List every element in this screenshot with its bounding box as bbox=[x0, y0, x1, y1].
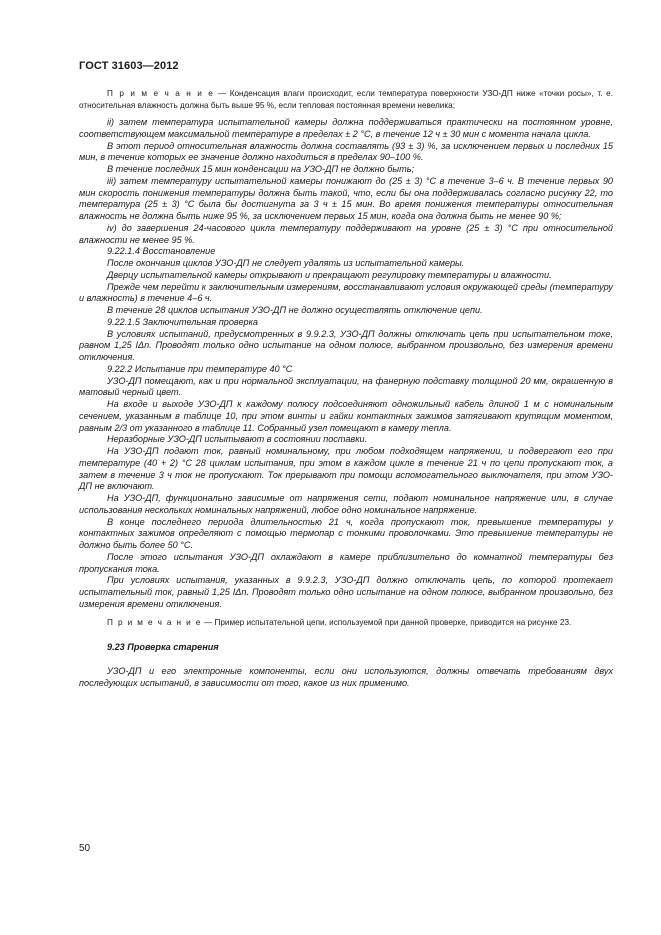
paragraph-iv: iv) до завершения 24-часового цикла температуру поддерживают на уровне (25 ± 3) °С при относительной влажности не менее 95 %. bbox=[79, 222, 613, 245]
paragraph-recovery-1: После окончания циклов УЗО-ДП не следует удалять из испытательной камеры. bbox=[107, 258, 465, 268]
paragraph-aging: УЗО-ДП и его электронные компоненты, если они используются, должны отвечать требованиям двух последующих испытаний, в зависимости от того, какое из них применимо. bbox=[79, 665, 613, 688]
note-paragraph-2 bbox=[79, 617, 613, 629]
page-number: 50 bbox=[79, 843, 91, 854]
subsection-heading-recovery: 9.22.1.4 Восстановление bbox=[107, 246, 216, 257]
note-text-2: — Пример испытательной цепи, используемой при данной проверке, приводится на рисунке 23. bbox=[201, 617, 572, 627]
paragraph-40c-7: После этого испытания УЗО-ДП охлаждают в камере приблизительно до комнатной температуры без пропускания тока. bbox=[79, 551, 613, 574]
paragraph-humidity: В этот период относительная влажность должна составлять (93 ± 3) %, за исключением первых и последних 15 мин, в течение которых ее значение должно находиться в пределах 90–100 %. bbox=[79, 140, 613, 163]
paragraph-iii: iii) затем температуру испытательной камеры понижают до (25 ± 3) °С в течение 3–6 ч. В течение первых 90 мин скорость понижения температуры должна быть такой, что, если бы она поддерживалась согласно рисунку 22, то температура (25 ± 3) °С была бы достигнута за 3 ч ± 15 мин. Во время понижения температуры относительная влажность не должна быть ниже 95 %, за исключением первых 15 мин, когда она должна быть не менее 90 %; bbox=[79, 175, 613, 221]
note-label: П р и м е ч а н и е bbox=[107, 89, 215, 98]
document-body bbox=[79, 88, 613, 689]
document-header: ГОСТ 31603—2012 bbox=[79, 60, 179, 72]
paragraph-40c-1: УЗО-ДП помещают, как и при нормальной эксплуатации, на фанерную подставку толщиной 20 мм, окрашенную в матовый черный цвет. bbox=[79, 375, 613, 398]
paragraph-recovery-2: Дверцу испытательной камеры открывают и прекращают регулировку температуры и влажности. bbox=[107, 269, 552, 280]
subsection-heading-final-check: 9.22.1.5 Заключительная проверка bbox=[107, 316, 258, 327]
paragraph-40c-8: При условиях испытания, указанных в 9.9.2.3, УЗО-ДП должно отключать цепь, по которой протекает испытательный ток, равный 1,25 IΔn. Проводят только одно испытание на одном полюсе, выбранном произвольно, без измерения времени отключения. bbox=[79, 575, 613, 609]
paragraph-40c-4: На УЗО-ДП подают ток, равный номинальному, при любом подходящем напряжении, и подвергают его при температуре (40 + 2) °С 28 циклам испытания, при этом в каждом цикле в течение 21 ч по цепи пропускают ток, а затем в течение 3 ч ток не пропускают. Ток прерывают при помощи вспомогательного выключателя, при этом УЗО-ДП не включают. bbox=[79, 446, 613, 492]
paragraph-40c-2: На входе и выходе УЗО-ДП к каждому полюсу подсоединяют одножильный кабель длиной 1 м с номинальным сечением, указанным в таблице 10, при этом винты и гайки контактных зажимов затягивают крутящим моментом, равным 2/3 от указанного в таблице 11. Собранный узел помещают в камеру тепла. bbox=[79, 399, 613, 433]
note-text: — Конденсация влаги происходит, если температура поверхности УЗО-ДП ниже «точки росы», т. е. относительная влажность должна быть выше 95 %, если тепловая постоянная времени невелика; bbox=[79, 89, 613, 110]
paragraph-40c-5: На УЗО-ДП, функционально зависимые от напряжения сети, подают номинальное напряжение или, в случае использования нескольких номинальных напряжений, любое одно номинальное напряжение. bbox=[79, 493, 613, 515]
section-heading-aging: 9.23 Проверка старения bbox=[107, 642, 219, 652]
paragraph-final-check: В условиях испытаний, предусмотренных в 9.9.2.3, УЗО-ДП должны отключать цепь при испытательном токе, равном 1,25 IΔn. Проводят только одно испытание на одном полюсе, выбранном произвольно, без измерения времени отключения. bbox=[79, 328, 613, 362]
paragraph-40c-6: В конце последнего периода длительностью 21 ч, когда пропускают ток, превышение температуры у контактных зажимов определяют с помощью термопар с тонкими проволочками. Это превышение температуры не должно быть более 50 °С. bbox=[79, 516, 613, 550]
paragraph-recovery-4: В течение 28 циклов испытания УЗО-ДП не должно осуществлять отключение цепи. bbox=[107, 305, 483, 315]
paragraph-recovery-3: Прежде чем перейти к заключительным измерениям, восстанавливают условия окружающей среды (температуру и влажность) в течение 4–6 ч. bbox=[79, 281, 613, 304]
paragraph-condensation: В течение последних 15 мин конденсации на УЗО-ДП не должно быть; bbox=[107, 164, 415, 174]
note-label-2: П р и м е ч а н и е bbox=[107, 617, 202, 627]
subsection-heading-40c-test: 9.22.2 Испытание при температуре 40 °С bbox=[107, 363, 293, 374]
paragraph-40c-3: Неразборные УЗО-ДП испытывают в состоянии поставки. bbox=[107, 434, 368, 445]
note-paragraph bbox=[79, 88, 613, 111]
paragraph-ii: ii) затем температура испытательной камеры должна поддерживаться практически на постоянном уровне, соответствующем максимальной температуре в пределах ± 2 °С, в течение 12 ч ± 30 мин с момента начала цикла. bbox=[79, 117, 613, 139]
